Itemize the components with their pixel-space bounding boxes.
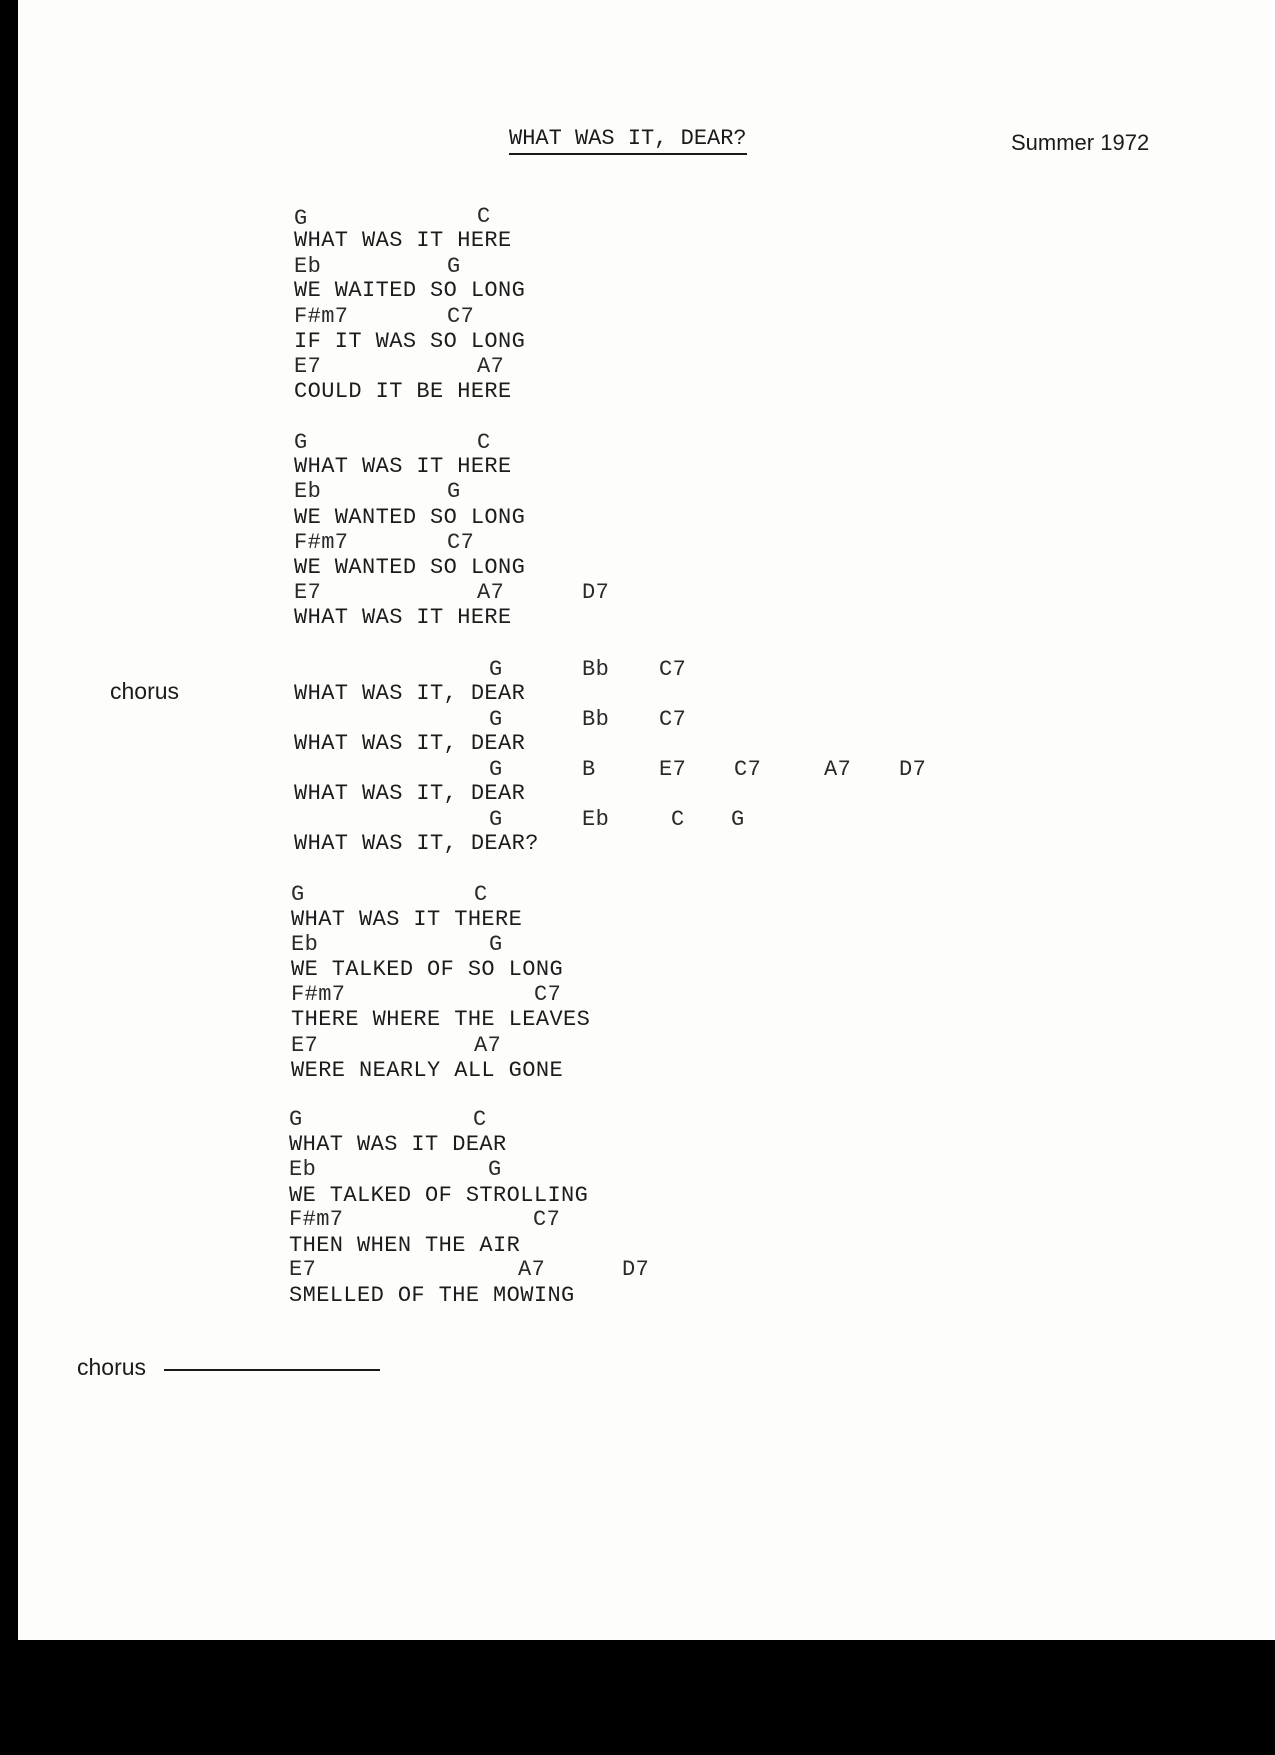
chord: E7: [291, 1033, 319, 1058]
lyric-line: WHAT WAS IT HERE: [294, 454, 512, 479]
chord: G: [294, 430, 308, 455]
chord: C7: [734, 757, 762, 782]
chord: C7: [447, 304, 475, 329]
chord: B: [582, 757, 596, 782]
lyric-line: WE TALKED OF SO LONG: [291, 957, 564, 982]
chord: Bb: [582, 707, 610, 732]
lyric-line: WHAT WAS IT, DEAR: [294, 781, 526, 806]
lyric-line: THEN WHEN THE AIR: [289, 1233, 521, 1258]
chord: C: [474, 882, 488, 907]
lyric-line: THERE WHERE THE LEAVES: [291, 1007, 591, 1032]
chord: Eb: [582, 807, 610, 832]
chord: C7: [659, 707, 687, 732]
chord: F#m7: [294, 304, 349, 329]
chord: C7: [534, 982, 562, 1007]
chord: Bb: [582, 657, 610, 682]
chord: G: [489, 807, 503, 832]
lyric-line: WHAT WAS IT, DEAR: [294, 731, 526, 756]
lyric-line: WE WAITED SO LONG: [294, 278, 526, 303]
chord: Eb: [294, 479, 322, 504]
chord: Eb: [289, 1157, 317, 1182]
chord: A7: [474, 1033, 502, 1058]
chord: G: [488, 1157, 502, 1182]
chord: C7: [533, 1207, 561, 1232]
chord: G: [489, 932, 503, 957]
lyric-sheet: [18, 0, 1275, 1640]
chord: E7: [294, 580, 322, 605]
lyric-line: IF IT WAS SO LONG: [294, 329, 526, 354]
chord: F#m7: [291, 982, 346, 1007]
chord: E7: [289, 1257, 317, 1282]
chord: C: [671, 807, 685, 832]
lyric-line: COULD IT BE HERE: [294, 379, 512, 404]
chord: E7: [294, 354, 322, 379]
lyric-line: WHAT WAS IT THERE: [291, 907, 523, 932]
chord: G: [294, 206, 308, 231]
chord: D7: [899, 757, 927, 782]
lyric-line: WERE NEARLY ALL GONE: [291, 1058, 564, 1083]
chord: C: [473, 1107, 487, 1132]
chord: G: [731, 807, 745, 832]
chord: F#m7: [289, 1207, 344, 1232]
chord: A7: [477, 354, 505, 379]
chorus-repeat-label: chorus: [77, 1354, 147, 1380]
chord: Eb: [291, 932, 319, 957]
chord: G: [489, 707, 503, 732]
chorus-label: chorus: [110, 678, 180, 704]
lyric-line: WHAT WAS IT, DEAR?: [294, 831, 539, 856]
chord: E7: [659, 757, 687, 782]
lyric-line: WHAT WAS IT DEAR: [289, 1132, 507, 1157]
chord: G: [447, 254, 461, 279]
chord: G: [447, 479, 461, 504]
chord: G: [489, 657, 503, 682]
date-label: Summer 1972: [1011, 130, 1150, 155]
chord: G: [489, 757, 503, 782]
chord: A7: [477, 580, 505, 605]
lyric-line: WE WANTED SO LONG: [294, 555, 526, 580]
song-title: WHAT WAS IT, DEAR?: [509, 128, 747, 155]
chord: G: [289, 1107, 303, 1132]
chord: D7: [622, 1257, 650, 1282]
lyric-line: WE WANTED SO LONG: [294, 505, 526, 530]
chord: A7: [824, 757, 852, 782]
lyric-line: WHAT WAS IT, DEAR: [294, 681, 526, 706]
chord: C7: [659, 657, 687, 682]
lyric-line: WHAT WAS IT HERE: [294, 228, 512, 253]
chord: A7: [518, 1257, 546, 1282]
chord: D7: [582, 580, 610, 605]
chord: F#m7: [294, 530, 349, 555]
lyric-line: WHAT WAS IT HERE: [294, 605, 512, 630]
lyric-line: WE TALKED OF STROLLING: [289, 1183, 589, 1208]
chord: C7: [447, 530, 475, 555]
chord: C: [477, 430, 491, 455]
chord: C: [477, 204, 491, 229]
chorus-repeat-rule: [164, 1369, 380, 1371]
chord: G: [291, 882, 305, 907]
chord: Eb: [294, 254, 322, 279]
lyric-line: SMELLED OF THE MOWING: [289, 1283, 575, 1308]
